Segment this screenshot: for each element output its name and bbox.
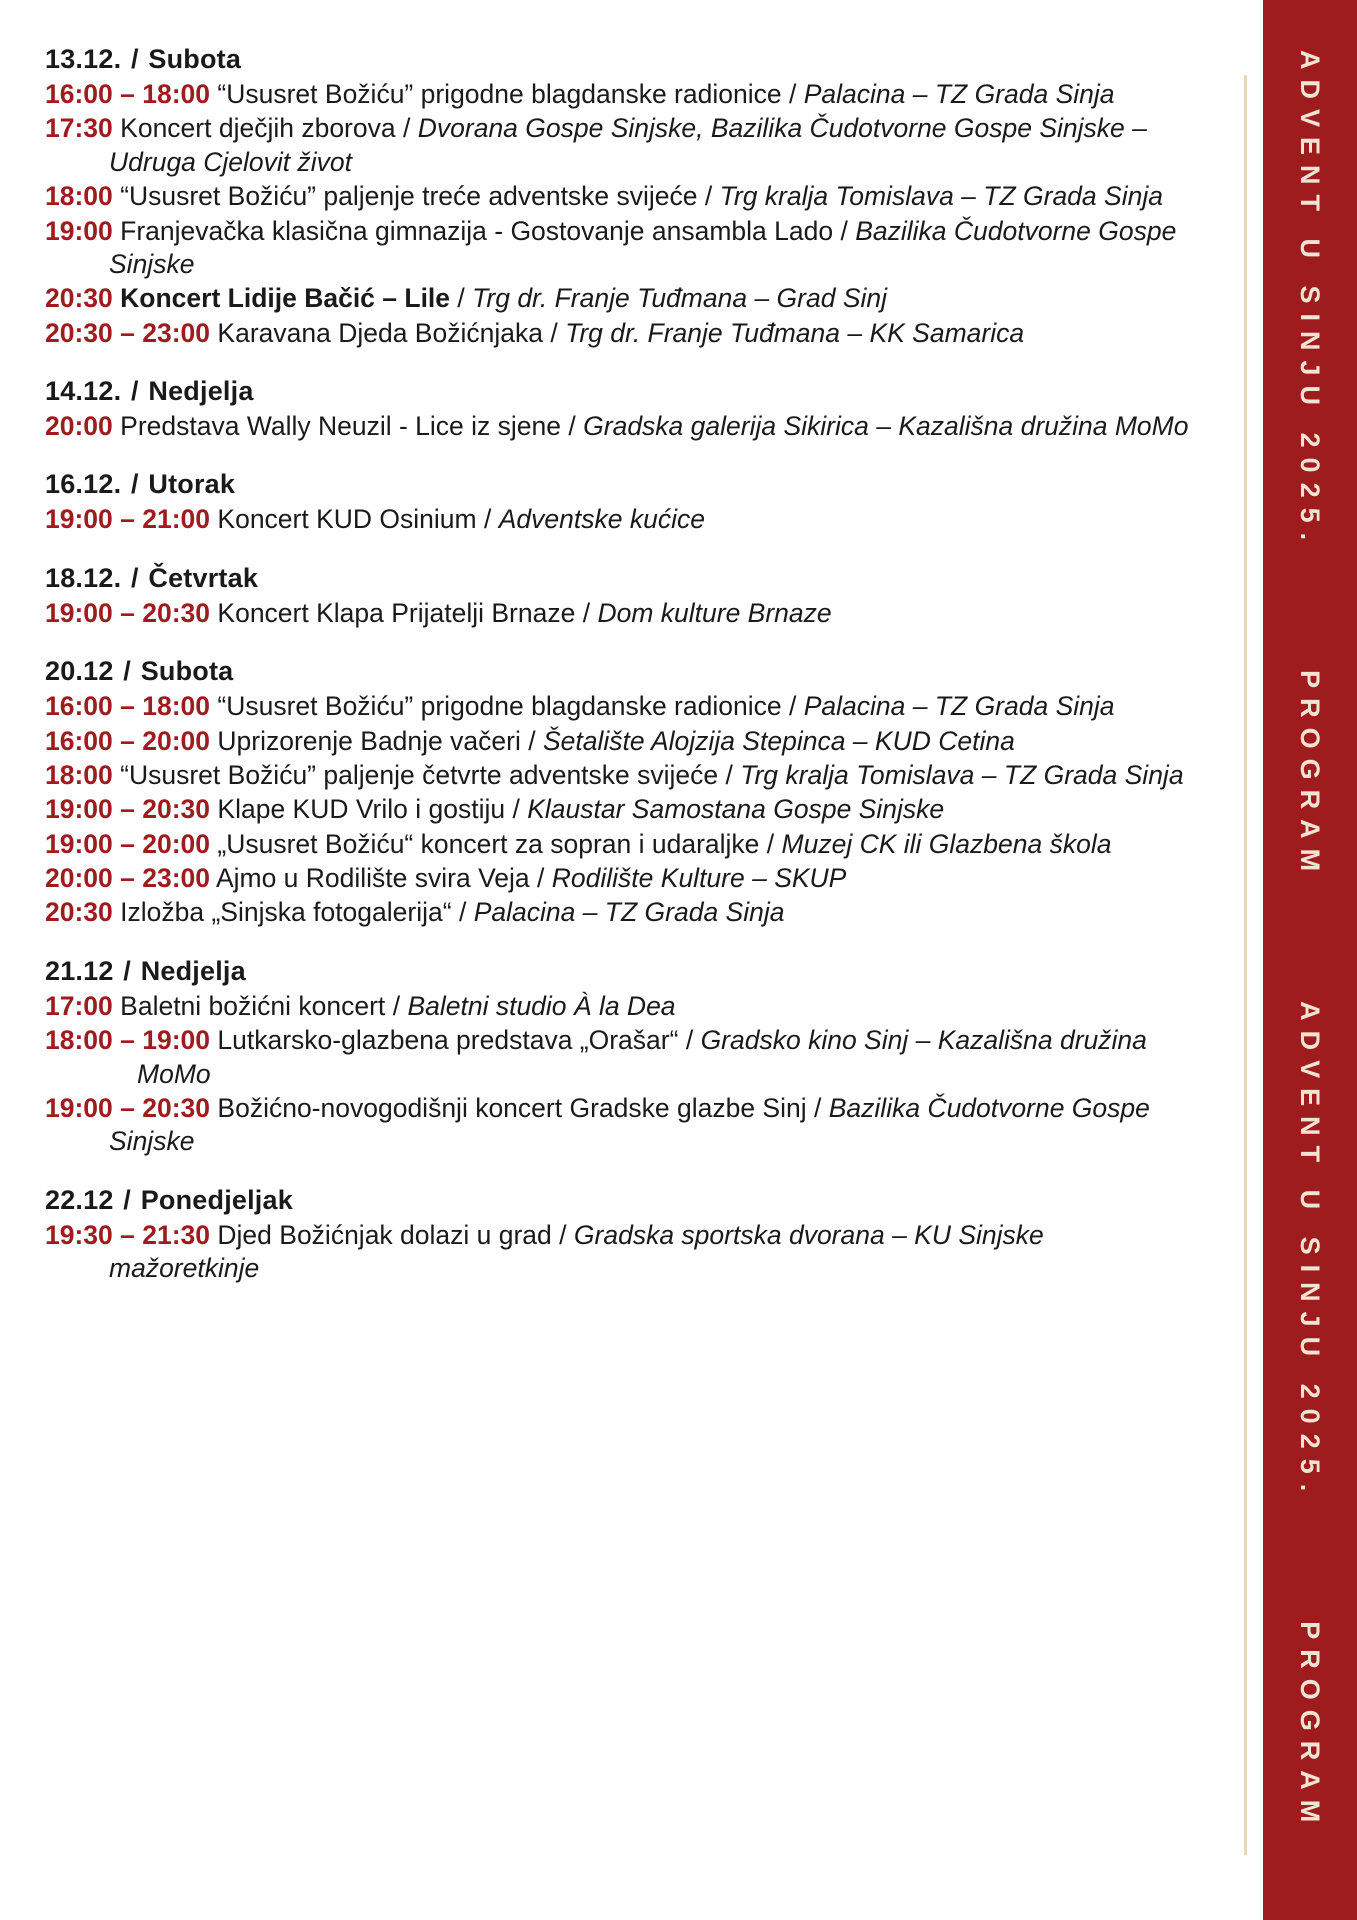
side-banner-text-3: ADVENT U SINJU 2025. (1295, 1001, 1326, 1502)
event-venue: Palacina – TZ Grada Sinja (803, 79, 1115, 109)
day-weekday: Utorak (148, 469, 236, 500)
day-date: 21.12 (45, 955, 114, 986)
day-heading (45, 1185, 1195, 1216)
event-row (45, 793, 1195, 826)
event-slash: / (458, 897, 467, 928)
day-separator: / (130, 376, 139, 406)
event-title: Predstava Wally Neuzil - Lice iz sjene (120, 411, 562, 441)
event-title: Djed Božićnjak dolazi u grad (217, 1219, 552, 1250)
event-slash: / (814, 1092, 822, 1123)
event-row (45, 597, 1195, 630)
event-title: “Ususret Božiću” paljenje treće adventske svijeće (120, 181, 698, 212)
day-date: 20.12 (45, 656, 114, 687)
event-venue: Palacina – TZ Grada Sinja (473, 897, 785, 928)
event-venue: Palacina – TZ Grada Sinja (803, 691, 1115, 722)
day-separator: / (123, 955, 131, 986)
event-venue: Klaustar Samostana Gospe Sinjske (527, 794, 945, 825)
day-separator: / (130, 44, 139, 74)
event-title: Lutkarsko-glazbena predstava „Orašar“ (217, 1025, 679, 1056)
day-block (45, 376, 1195, 443)
event-slash: / (403, 113, 411, 144)
event-time: 19:30 – 21:30 (45, 1219, 211, 1250)
event-slash: / (392, 990, 401, 1021)
day-date: 13.12. (45, 44, 122, 74)
event-title: Baletni božićni koncert (120, 990, 386, 1021)
event-slash: / (685, 1025, 694, 1056)
event-row (45, 759, 1195, 792)
event-row (45, 896, 1195, 929)
event-row (45, 1219, 1195, 1286)
day-heading (45, 44, 1195, 75)
event-slash: / (483, 504, 492, 535)
event-time: 18:00 (45, 181, 113, 212)
side-banner-text-4: PROGRAM (1295, 1621, 1326, 1833)
day-block (45, 44, 1195, 350)
event-venue: Dvorana Gospe Sinjske, Bazilika Čudotvorne Gospe Sinjske – Udruga Cjelovit život (109, 113, 1147, 177)
day-separator: / (123, 1184, 131, 1215)
event-time: 20:30 (45, 283, 113, 314)
event-row (45, 78, 1195, 111)
day-weekday: Subota (140, 656, 234, 687)
event-title: Koncert dječjih zborova (120, 113, 396, 144)
event-slash: / (704, 181, 713, 212)
day-heading (45, 376, 1195, 407)
event-slash: / (512, 794, 520, 825)
event-venue: Gradska galerija Sikirica – Kazališna družina MoMo (583, 411, 1189, 441)
day-heading (45, 563, 1195, 594)
program-list (45, 44, 1195, 1291)
event-title: Božićno-novogodišnji koncert Gradske glazbe Sinj (217, 1092, 807, 1123)
day-weekday: Četvrtak (148, 562, 259, 593)
day-date: 18.12. (45, 562, 122, 593)
event-row (45, 180, 1195, 213)
event-venue: Gradska sportska dvorana – KU Sinjske mažoretkinje (109, 1219, 1044, 1283)
event-venue: Trg dr. Franje Tuđmana – Grad Sinj (472, 283, 888, 314)
event-venue: Dom kulture Brnaze (597, 597, 832, 628)
day-date: 16.12. (45, 469, 122, 500)
event-slash: / (840, 215, 848, 246)
event-time: 20:30 – 23:00 (45, 317, 211, 348)
event-time: 19:00 – 20:30 (45, 597, 211, 628)
event-row (45, 215, 1195, 282)
event-venue: Gradsko kino Sinj – Kazališna družina MoMo (137, 1025, 1147, 1089)
event-slash: / (582, 597, 591, 628)
event-title: Franjevačka klasična gimnazija - Gostovanje ansambla Lado (120, 215, 834, 246)
day-date: 22.12 (45, 1184, 114, 1215)
event-slash: / (568, 411, 576, 441)
event-row (45, 1092, 1195, 1159)
day-weekday: Nedjelja (140, 955, 246, 986)
day-heading (45, 656, 1195, 687)
event-title: “Ususret Božiću” prigodne blagdanske radionice (217, 79, 782, 109)
day-heading (45, 469, 1195, 500)
event-time: 17:30 (45, 113, 113, 144)
event-title: Koncert Lidije Bačić – Lile (120, 283, 451, 314)
event-slash: / (788, 79, 797, 109)
event-venue: Trg dr. Franje Tuđmana – KK Samarica (565, 317, 1025, 348)
day-separator: / (123, 656, 131, 687)
event-title: Karavana Djeda Božićnjaka (217, 317, 543, 348)
event-time: 19:00 – 21:00 (45, 504, 211, 535)
event-title: Koncert KUD Osinium (217, 504, 477, 535)
event-time: 20:30 (45, 897, 113, 928)
event-slash: / (537, 863, 545, 893)
event-time: 20:00 – 23:00 (45, 863, 211, 893)
event-time: 16:00 – 20:00 (45, 725, 211, 756)
event-slash: / (457, 283, 465, 314)
day-block (45, 956, 1195, 1159)
event-slash: / (725, 759, 733, 790)
event-row (45, 862, 1195, 895)
side-banner-text (1295, 50, 1326, 1832)
event-title: Koncert Klapa Prijatelji Brnaze (217, 597, 576, 628)
event-slash: / (559, 1219, 567, 1250)
event-venue: Trg kralja Tomislava – TZ Grada Sinja (740, 759, 1184, 790)
side-banner-text-1: ADVENT U SINJU 2025. (1295, 50, 1326, 551)
side-banner (1263, 0, 1357, 1920)
event-row (45, 410, 1195, 443)
event-venue: Muzej CK ili Glazbena škola (781, 828, 1112, 859)
event-slash: / (788, 691, 797, 722)
event-time: 18:00 (45, 759, 113, 790)
event-venue: Trg kralja Tomislava – TZ Grada Sinja (719, 181, 1163, 212)
day-weekday: Subota (148, 44, 242, 74)
event-row (45, 503, 1195, 536)
event-venue: Bazilika Čudotvorne Gospe Sinjske (109, 215, 1177, 279)
event-venue: Šetalište Alojzija Stepinca – KUD Cetina (542, 725, 1015, 756)
event-row (45, 112, 1195, 179)
event-time: 19:00 – 20:00 (45, 828, 211, 859)
event-time: 16:00 – 18:00 (45, 79, 211, 109)
event-time: 20:00 (45, 411, 113, 441)
event-row (45, 1024, 1195, 1091)
event-row (45, 990, 1195, 1023)
event-venue: Bazilika Čudotvorne Gospe Sinjske (109, 1092, 1150, 1157)
event-row (45, 282, 1195, 315)
event-time: 16:00 – 18:00 (45, 691, 211, 722)
event-row (45, 725, 1195, 758)
event-time: 19:00 (45, 215, 113, 246)
day-weekday: Nedjelja (148, 376, 254, 406)
event-row (45, 317, 1195, 350)
event-venue: Adventske kućice (498, 504, 705, 535)
event-row (45, 690, 1195, 723)
event-time: 19:00 – 20:30 (45, 794, 211, 825)
day-block (45, 656, 1195, 930)
event-slash: / (550, 317, 558, 348)
day-separator: / (130, 562, 139, 593)
event-time: 18:00 – 19:00 (45, 1025, 211, 1056)
event-time: 17:00 (45, 990, 113, 1021)
day-block (45, 1185, 1195, 1286)
day-heading (45, 956, 1195, 987)
vertical-divider (1244, 75, 1247, 1855)
event-title: “Ususret Božiću” paljenje četvrte adventske svijeće (120, 759, 719, 790)
day-weekday: Ponedjeljak (140, 1184, 293, 1215)
event-venue: Baletni studio À la Dea (407, 990, 676, 1021)
day-separator: / (130, 469, 139, 500)
event-title: “Ususret Božiću” prigodne blagdanske radionice (217, 691, 782, 722)
event-title: Uprizorenje Badnje vačeri (217, 725, 521, 756)
day-block (45, 469, 1195, 536)
event-venue: Rodilište Kulture – SKUP (551, 863, 847, 893)
event-row (45, 828, 1195, 861)
event-slash: / (528, 725, 536, 756)
event-title: Klape KUD Vrilo i gostiju (217, 794, 506, 825)
event-time: 19:00 – 20:30 (45, 1092, 211, 1123)
event-title: Ajmo u Rodilište svira Veja (215, 863, 530, 893)
event-slash: / (766, 828, 775, 859)
event-title: Izložba „Sinjska fotogalerija“ (120, 897, 452, 928)
side-banner-text-2: PROGRAM (1295, 670, 1326, 882)
day-block (45, 563, 1195, 630)
event-title: „Ususret Božiću“ koncert za sopran i udaraljke (217, 828, 760, 859)
day-date: 14.12. (45, 376, 122, 406)
